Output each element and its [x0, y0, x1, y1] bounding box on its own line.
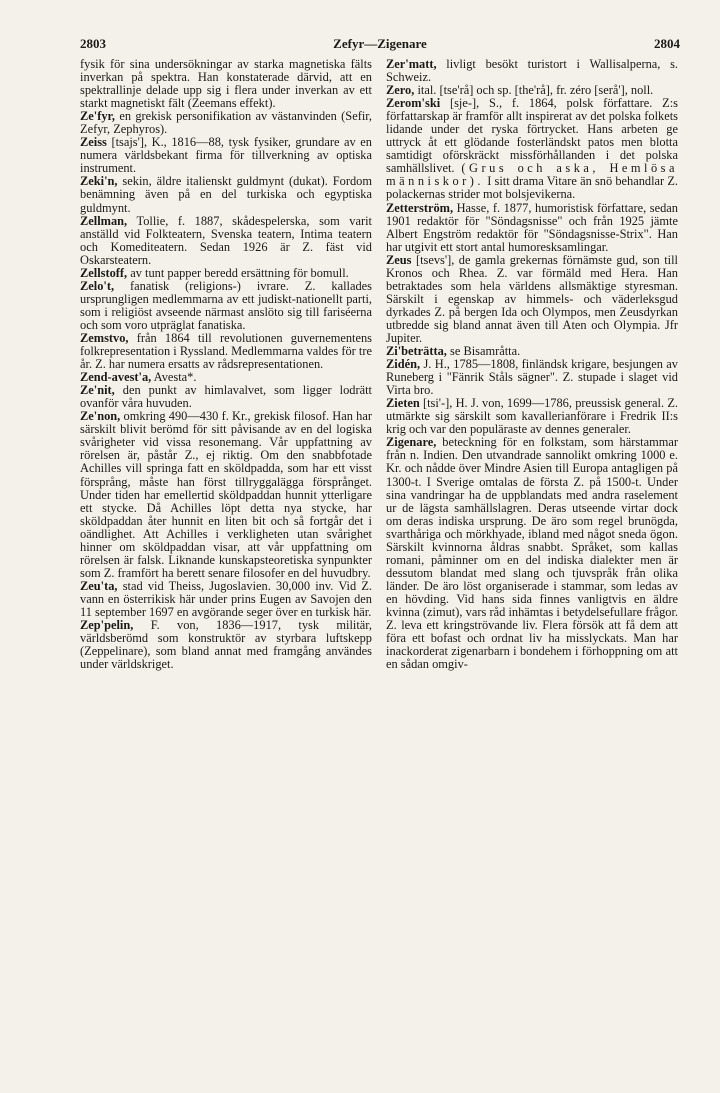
dictionary-entry [80, 580, 372, 619]
entry-headword: Zep'pelin, [80, 618, 134, 633]
right-column [386, 58, 678, 671]
dictionary-entry [80, 58, 372, 110]
page-number-right: 2804 [654, 36, 680, 51]
entry-headword: Zetterström, [386, 200, 454, 215]
entry-headword: Zellstoff, [80, 265, 128, 280]
entry-text-continued: I sitt drama Vitare än snö behandlar Z. polackernas strider mot bolsjevikerna. [386, 174, 678, 202]
dictionary-entry [80, 280, 372, 332]
entry-text: fanatisk (religions-) ivrare. Z. kallades ursprungligen medlemmarna av ett judiskt-nationellt parti, som i religiöst avseende närmast anslöto sig till fariséerna och som voro utpräglat fanatiska. [80, 278, 372, 332]
dictionary-entry [80, 215, 372, 267]
dictionary-entry [386, 97, 678, 201]
entry-text: sekin, äldre italienskt guldmynt (dukat). Fordom benämning även på en del turkiska och egyptiska guldmynt. [80, 174, 372, 215]
entry-headword: Zeiss [80, 135, 107, 150]
dictionary-entry [80, 332, 372, 371]
entry-text: den punkt av himlavalvet, som ligger lodrätt ovanför våra huvuden. [80, 383, 372, 411]
running-title: Zefyr—Zigenare [333, 36, 427, 51]
entry-text: [tsajs'], K., 1816—88, tysk fysiker, grundare av en numera världsbekant firma för tillverkning av optiska instrument. [80, 135, 372, 176]
dictionary-entry [80, 619, 372, 671]
entry-headword: Ze'fyr, [80, 109, 115, 124]
entry-text: beteckning för en folkstam, som härstammar från n. Indien. Den utvandrade sannolikt omkring 1000 e. Kr. och nådde över Mindre Asien till Europa antagligen på 1300-t. I Sverige omtalas de första Z. på 1500-t. Under sina vandringar ha de uppblandats med andra raselement ur de lägsta samhällslagren. Deras utseende virtar dock om deras indiska ursprung. De äro som regel brunögda, svarthåriga och mörkhyade, ibland med något sneda ögon. Särskilt kvinnorna åldras snabbt. Språket, som kallas romani, påminner om en del indiska dialekter men är dessutom blandat med slang och tjuvspråk från olika länder. De äro löst organiserade i stammar, som ledas av en hövding. Vid hans sida finnes vanligtvis en äldre kvinna (zimut), vars råd inhämtas i betydelsefullare frågor. Z. leva ett kringströvande liv. Flera försök att få dem att föra ett bofast och ordnat liv ha misslyckats. Man har inackorderat zigenarbarn i bondehem i förhoppning om att en sådan omgiv- [386, 435, 678, 672]
dictionary-entry [80, 384, 372, 410]
entry-text: livligt besökt turistort i Wallisalperna, s. Schweiz. [386, 57, 678, 85]
entry-text: fysik för sina undersökningar av starka magnetiska fälts inverkan på spektra. Han konstaterade därvid, att en spektrallinje delade upp sig i flera under inverkan av ett starkt magnetiskt fält (Zeemans effekt). [80, 57, 372, 111]
dictionary-entry [386, 397, 678, 436]
entry-text: Hasse, f. 1877, humoristisk författare, sedan 1901 redaktör för "Söndagsnisse" och från 1925 jämte Albert Engström redaktör för "Söndagsnisse-Strix". Han har utgivit ett stort antal humoresksamlingar. [386, 200, 678, 254]
entry-text: omkring 490—430 f. Kr., grekisk filosof. Han har särskilt blivit berömd för sitt påvisande av en del logiska svårigheter vid vissa resonemang. Vår uppfattning av rörelsen är, påstår Z., ej riktig. Om den snabbfotade Achilles vill springa fatt en sköldpadda, som har ett visst försprång, måste han först tillryggalägga försprånget. Under tiden har emellertid sköldpaddan hunnit ytterligare ett stycke. Då Achilles löpt detta nya stycke, har sköldpaddan åter hunnit en liten bit och så fortgår det i oändlighet. Att Achilles i verkligheten utan svårighet hinner om sköldpaddan visar, att vår uppfattning om rörelsen är falsk. Liknande kunskapsteoretiska synpunkter som Z. framfört ha berett senare filosofer en del huvudbry. [80, 409, 372, 580]
entry-headword: Zeki'n, [80, 174, 118, 189]
entry-text: av tunt papper beredd ersättning för bomull. [127, 265, 349, 280]
entry-text: J. H., 1785—1808, finländsk krigare, besjungen av Runeberg i "Fänrik Ståls sägner". Z. stupade i slaget vid Virta bro. [386, 357, 678, 398]
entry-headword: Ze'non, [80, 409, 121, 424]
entry-text: Tollie, f. 1887, skådespelerska, som varit anställd vid Folkteatern, Svenska teatern, Intima teatern och Komediteatern. Sedan 1926 är Z. fäst vid Oskarsteatern. [80, 213, 372, 267]
entry-text: från 1864 till revolutionen guvernementens folkrepresentation i Ryssland. Medlemmarna valdes för tre år. Z. har numera ersatts av rådsrepresentationen. [80, 330, 372, 372]
entry-spaced-titles: (Grus och aska, Hemlösa människor). [386, 161, 678, 189]
entry-headword: Zieten [386, 396, 420, 411]
entry-headword: Zerom'ski [386, 96, 441, 111]
entry-headword: Zer'matt, [386, 57, 437, 71]
entry-text: F. von, 1836—1917, tysk militär, världsberömd som konstruktör av styrbara luftskepp (Zeppelinare), som bland annat med framgång användes under världskriget. [80, 618, 372, 672]
entry-text: [tsevs'], de gamla grekernas förnämste gud, son till Kronos och Rhea. Z. var förmäld med Hera. Han betraktades som hela världens allsmäktige styresman. Särskilt i egenskap av himmels- och väderleksgud dyrkades Z. på bergen Ida och Olympos, men Zeusdyrkan utbredde sig bland annat även till Aten och Olympia. Jfr Jupiter. [386, 252, 678, 345]
entry-headword: Zend-avest'a, [80, 370, 152, 385]
entry-headword: Zidén, [386, 357, 421, 372]
dictionary-entry [80, 175, 372, 214]
dictionary-entry [386, 58, 678, 84]
dictionary-entry [80, 136, 372, 175]
entry-text: stad vid Theiss, Jugoslavien. 30,000 inv. Vid Z. vann en österrikisk här under prins Eugen av Savojen den 11 september 1697 en avgörande seger över en turkisk här. [80, 578, 372, 619]
dictionary-entry [80, 410, 372, 580]
entry-text: ital. [tse'rå] och sp. [the'rå], fr. zéro [serå'], noll. [414, 83, 654, 98]
running-header [80, 36, 680, 58]
dictionary-entry [386, 254, 678, 345]
entry-headword: Zeus [386, 252, 412, 267]
entry-text: se Bisamråtta. [446, 344, 521, 359]
entry-headword: Zelo't, [80, 278, 115, 293]
entry-text: en grekisk personifikation av västanvinden (Sefir, Zefyr, Zephyros). [80, 109, 372, 137]
entry-text: Avesta*. [151, 370, 197, 385]
entry-headword: Zeu'ta, [80, 578, 118, 593]
dictionary-entry [386, 202, 678, 254]
left-column [80, 58, 372, 671]
entry-headword: Zero, [386, 83, 415, 98]
page-number-left: 2803 [80, 36, 106, 51]
entry-headword: Zemstvo, [80, 330, 129, 345]
entry-text: [tsi'-], H. J. von, 1699—1786, preussisk general. Z. utmärkte sig särskilt som kavallerianförare i Fredrik II:s krig och var den populäraste av dennes generaler. [386, 396, 678, 437]
dictionary-entry [386, 436, 678, 671]
entry-headword: Zi'beträtta, [386, 344, 447, 359]
entry-headword: Ze'nit, [80, 383, 115, 398]
dictionary-entry [386, 358, 678, 397]
entry-text: [sje-], S., f. 1864, polsk författare. Z:s författarskap är framför allt inspirerat av det polska folkets lidande under det ryska förtrycket. Hans arbeten ge uttryck åt ett glödande fosterländskt patos men blotta samtidigt oförskräckt missförhållanden i det polska samhällslivet. [386, 96, 678, 176]
entry-headword: Zigenare, [386, 435, 437, 450]
dictionary-entry [80, 110, 372, 136]
entry-headword: Zellman, [80, 213, 128, 228]
